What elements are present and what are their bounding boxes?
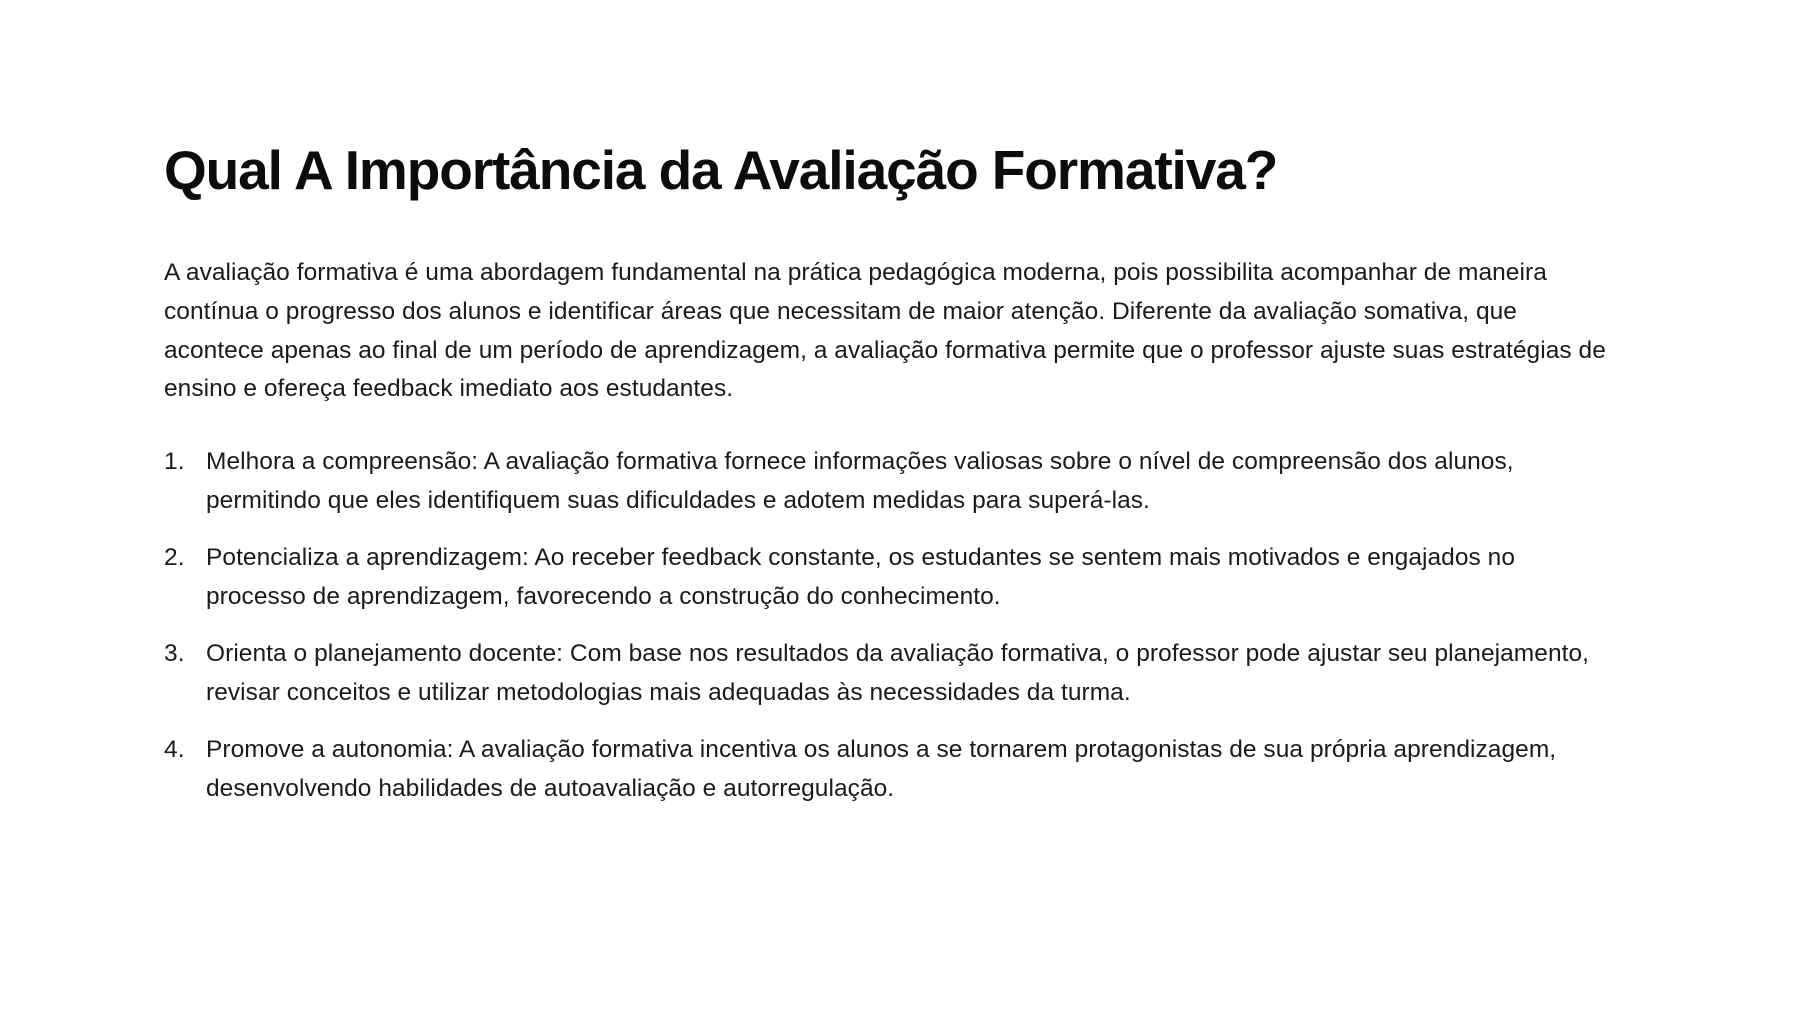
list-item: Promove a autonomia: A avaliação formativa incentiva os alunos a se tornarem protagonistas de sua própria aprendizagem, desenvolvendo habilidades de autoavaliação e autorregulação. — [206, 736, 1557, 803]
list-item: Orienta o planejamento docente: Com base nos resultados da avaliação formativa, o professor pode ajustar seu planejamento, revisar conceitos e utilizar metodologias mais adequadas às necessidades da turma. — [206, 640, 1590, 707]
page-title: Qual A Importância da Avaliação Formativa? — [164, 139, 1278, 201]
list-item: Potencializa a aprendizagem: Ao receber feedback constante, os estudantes se sentem mais motivados e engajados no processo de aprendizagem, favorecendo a construção do conhecimento. — [206, 544, 1516, 611]
benefits-ordered-list — [164, 443, 1620, 809]
list-item: Melhora a compreensão: A avaliação formativa fornece informações valiosas sobre o nível de compreensão dos alunos, permitindo que eles identifiquem suas dificuldades e adotem medidas para superá-las. — [206, 448, 1514, 515]
intro-paragraph: A avaliação formativa é uma abordagem fundamental na prática pedagógica moderna, pois possibilita acompanhar de maneira contínua o progresso dos alunos e identificar áreas que necessitam de maior atenção. Diferente da avaliação somativa, que acontece apenas ao final de um período de aprendizagem, a avaliação formativa permite que o professor ajuste suas estratégias de ensino e ofereça feedback imediato aos estudantes. — [164, 258, 1606, 403]
